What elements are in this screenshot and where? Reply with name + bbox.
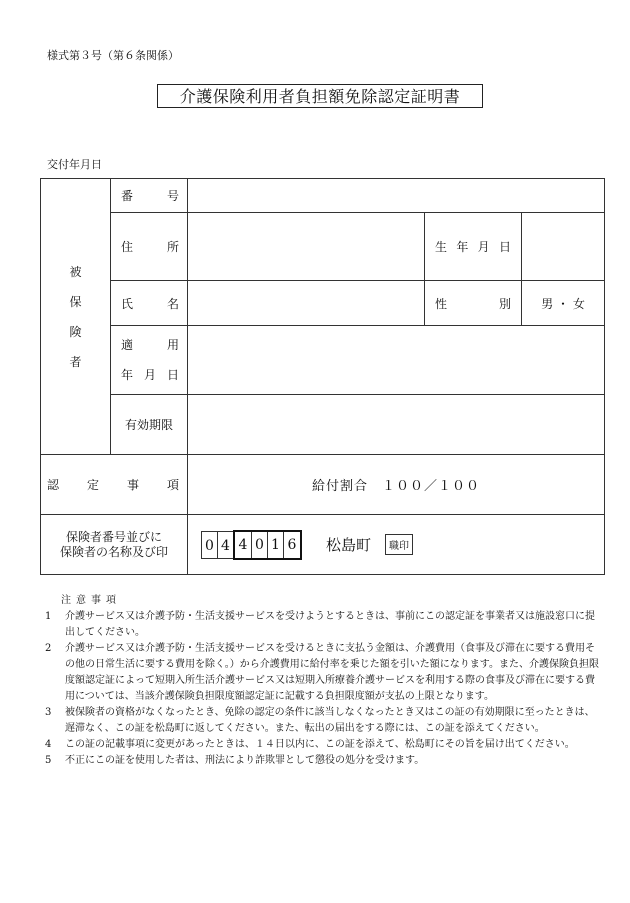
note-item: 2 介護サービス又は介護予防・生活支援サービスを受けるときに支払う金額は、介護費用（食事及び滞在に要する費用その他の日常生活に要する費用を除く。）から介護費用に給付率を乗じた額を引いた額になります。また、介護保険負担限度額認定証によって短期入所生活介護サービス又は短期入所療養介護サービスを利用する際の食事及び滞在に要する費用については、当該介護保険負担限度額認定証に記載する負担限度額が支払の上限となります。	[45, 643, 599, 702]
official-seal: 職印	[385, 534, 413, 555]
address-field[interactable]	[188, 213, 425, 281]
certification-label: 認 定 事 項	[41, 455, 188, 515]
validity-field[interactable]	[188, 395, 605, 455]
insurer-number-digit: 4	[235, 532, 252, 558]
form-number: 様式第３号（第６条関係）	[47, 49, 179, 62]
applicable-date-label: 適 用 年 月 日	[111, 326, 188, 395]
number-field[interactable]	[188, 179, 605, 213]
benefit-ratio: 給付割合 １００／１００	[188, 455, 605, 515]
note-item: 5 不正にこの証を使用した者は、刑法により詐欺罪として懲役の処分を受けます。	[45, 755, 425, 766]
certificate-table	[40, 178, 605, 575]
insured-person-label: 被 保 険 者	[41, 179, 111, 455]
insurer-label: 保険者番号並びに 保険者の名称及び印	[41, 515, 188, 575]
issue-date-label: 交付年月日	[47, 158, 102, 171]
validity-label: 有効期限	[111, 395, 188, 455]
insurer-number-digit: 6	[283, 532, 300, 558]
insurer-number-digit: 0	[251, 532, 268, 558]
address-label: 住 所	[111, 213, 188, 281]
note-item: 4 この証の記載事項に変更があったときは、１４日以内に、この証を添えて、松島町にその旨を届け出てください。	[45, 739, 575, 750]
sex-value[interactable]: 男 ・ 女	[522, 281, 605, 326]
notes-heading: 注意事項	[61, 595, 121, 606]
birthdate-label: 生 年 月 日	[425, 213, 522, 281]
notes-section	[43, 593, 603, 769]
sex-label: 性 別	[425, 281, 522, 326]
number-label: 番 号	[111, 179, 188, 213]
note-item: 1 介護サービス又は介護予防・生活支援サービスを受けようとするときは、事前にこの認定証を事業者又は施設窓口に提出してください。	[45, 611, 595, 638]
note-item: 3 被保険者の資格がなくなったとき、免除の認定の条件に該当しなくなったとき又はこの証の有効期限に至ったときは、遅滞なく、この証を松島町に返してください。また、転出の届出をする際には、この証を添えてください。	[45, 707, 595, 734]
insurer-number-boxed	[233, 530, 302, 560]
birthdate-field[interactable]	[522, 213, 605, 281]
insurer-number-digit: 4	[217, 531, 234, 559]
document-title: 介護保険利用者負担額免除認定証明書	[157, 84, 483, 108]
name-label: 氏 名	[111, 281, 188, 326]
name-field[interactable]	[188, 281, 425, 326]
insurer-info	[188, 515, 605, 575]
insurer-name: 松島町	[326, 536, 372, 554]
insurer-number-digit: 0	[201, 531, 218, 559]
insurer-number-digit: 1	[267, 532, 284, 558]
applicable-date-field[interactable]	[188, 326, 605, 395]
